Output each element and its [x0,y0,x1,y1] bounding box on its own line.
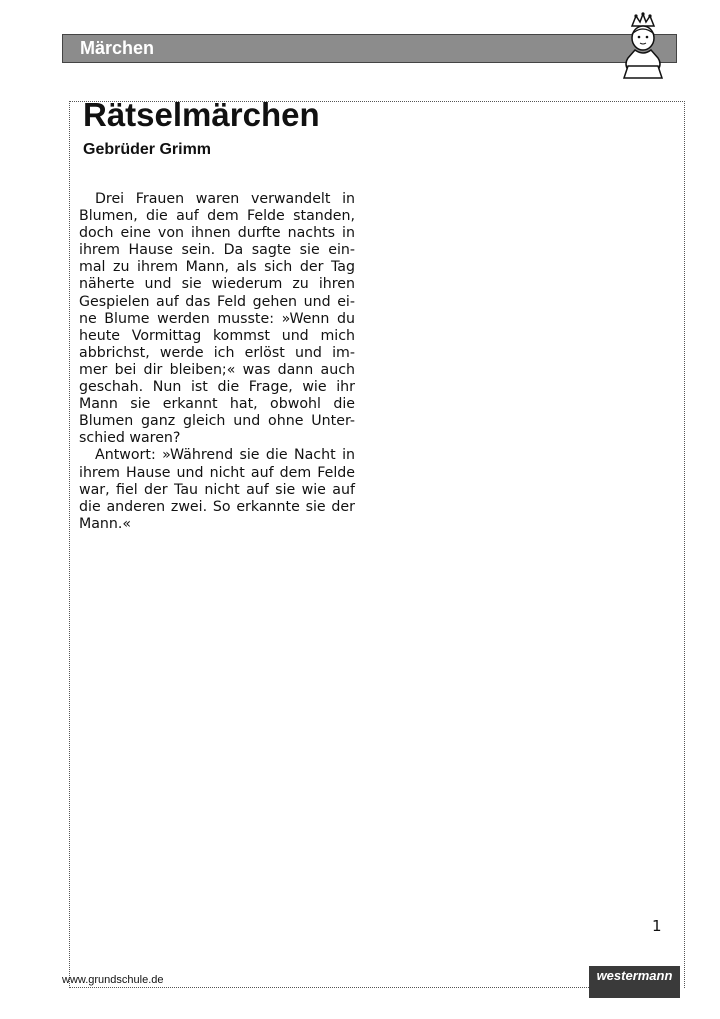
footer-url[interactable]: www.grundschule.de [62,974,164,986]
story-line: Drei Frauen waren verwandelt in [95,191,355,207]
publisher-name: westermann [596,968,673,983]
story-line: ihrem Hause sein. Da sagte sie ein- [79,242,355,259]
section-header-bar [62,34,677,63]
story-title: Rätselmärchen [83,96,320,133]
story-author: Gebrüder Grimm [83,141,212,158]
publisher-logo [589,966,680,998]
story-line: geschah. Nun ist die Frage, wie ihr [79,379,355,396]
story-line: schied waren? [79,430,181,447]
section-title: Märchen [80,38,155,58]
story-line: mal zu ihrem Mann, als sich der Tag [79,259,355,276]
story-line: Gespielen auf das Feld gehen und ei- [79,293,355,310]
story-line: abbrichst, werde ich erlöst und im- [79,344,355,361]
answer-line: die anderen zwei. So erkannte sie der [79,498,355,515]
answer-line: ihrem Hause und nicht auf dem Felde [79,464,355,481]
page-number: 1 [652,917,662,935]
frame-bottom-border [69,987,589,988]
answer-line: war, fiel der Tau nicht auf sie wie auf [79,481,355,498]
story-line: ne Blume werden musste: »Wenn du [79,310,355,327]
story-line: Mann sie erkannt hat, obwohl die [79,396,355,413]
story-line: Blumen, die auf dem Felde standen, [79,208,355,225]
answer-line: Antwort: »Während sie die Nacht in [95,447,355,464]
story-line: mer bei dir bleiben;« was dann auch [79,361,355,378]
story-line: Blumen ganz gleich und ohne Unter- [79,413,355,430]
story-line: näherte und sie wiederum zu ihren [79,276,355,293]
story-line: doch eine von ihnen durfte nachts in [79,225,355,242]
princess-icon [618,12,668,82]
answer-line: Mann.« [79,515,132,532]
story-text [79,191,355,533]
story-line: heute Vormittag kommst und mich [79,327,355,344]
